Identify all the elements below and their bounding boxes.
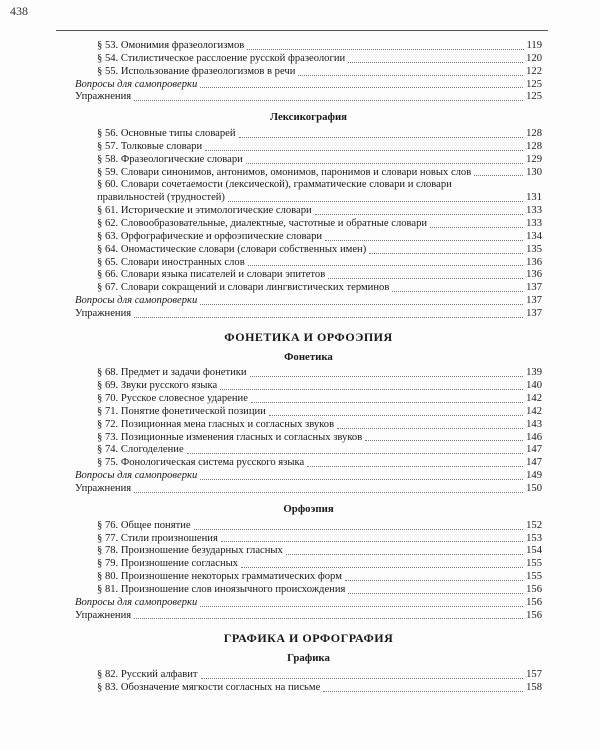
dot-leader (345, 580, 523, 581)
toc-entry-title: § 60. Словари сочетаемости (лексической), грамматические словари и словари (97, 179, 452, 191)
page-number: 438 (10, 4, 28, 18)
dot-leader (248, 265, 523, 266)
toc-entry-title: § 81. Произношение слов иноязычного происхождения (97, 583, 346, 595)
toc-entry-title: § 64. Ономастические словари (словари собственных имен) (97, 243, 367, 255)
toc-entry-page: 149 (526, 470, 542, 482)
dot-leader (328, 278, 523, 279)
toc-entry (75, 257, 542, 270)
dot-leader (337, 428, 523, 429)
toc-entry (75, 218, 542, 231)
dot-leader (228, 201, 523, 202)
toc-entry-page: 133 (526, 217, 542, 229)
toc-section (75, 331, 542, 496)
dot-leader (134, 618, 523, 619)
toc-questions-entry (75, 470, 542, 483)
toc-entry-page: 155 (526, 558, 542, 570)
toc-entry-page: 146 (526, 431, 542, 443)
toc-section (75, 503, 542, 623)
toc-entry (75, 380, 542, 393)
toc-entry-page: 122 (526, 65, 542, 77)
toc-entry-title: § 82. Русский алфавит (97, 669, 198, 681)
toc-entry-page: 134 (526, 230, 542, 242)
dot-leader (239, 137, 524, 138)
toc-questions-entry (75, 295, 542, 308)
toc-entry-title: § 59. Словари синонимов, антонимов, омонимов, паронимов и словари новых слов (97, 166, 472, 178)
toc-entry-title: § 76. Общее понятие (97, 519, 191, 531)
toc-entry (75, 444, 542, 457)
toc-entry-title: Вопросы для самопроверки (75, 596, 198, 608)
toc-entry-title: § 78. Произношение безударных гласных (97, 545, 283, 557)
toc-section (75, 632, 542, 694)
toc-entry-page: 155 (526, 571, 542, 583)
dot-leader (221, 541, 523, 542)
toc-entry-page: 153 (526, 532, 542, 544)
toc-entry-title: § 83. Обозначение мягкости согласных на письме (97, 681, 321, 693)
dot-leader (269, 415, 523, 416)
dot-leader (200, 304, 523, 305)
subsection-title: Фонетика (284, 350, 333, 363)
toc-entry (75, 393, 542, 406)
toc-entry-page: 139 (526, 367, 542, 379)
dot-leader (251, 402, 523, 403)
toc-entry-page: 133 (526, 205, 542, 217)
toc-entry (75, 167, 542, 180)
toc-entry-title: Упражнения (75, 609, 132, 621)
dot-leader (241, 567, 523, 568)
toc-entry-title-cont: правильностей (трудностей) (97, 192, 225, 204)
toc-entry-page: 137 (526, 282, 542, 294)
dot-leader (369, 253, 523, 254)
toc-entry (75, 520, 542, 533)
toc-exercises-entry (75, 483, 542, 496)
toc-exercises-entry (75, 308, 542, 321)
toc-entry-title: § 68. Предмет и задачи фонетики (97, 367, 247, 379)
toc-entry-page: 125 (526, 78, 542, 90)
toc-entry-page: 143 (526, 418, 542, 430)
toc-entry-title: § 67. Словари сокращений и словари лингвистических терминов (97, 282, 390, 294)
toc-section (75, 111, 542, 321)
toc-entry-page: 120 (526, 52, 542, 64)
toc-entry-title: Вопросы для самопроверки (75, 470, 198, 482)
toc-entry (75, 457, 542, 470)
toc-entry (75, 367, 542, 380)
toc-entry-page: 154 (526, 545, 542, 557)
toc-entry-title: § 69. Звуки русского языка (97, 380, 218, 392)
dot-leader (246, 163, 523, 164)
toc-entry-page: 129 (526, 153, 542, 165)
toc-entry-page: 142 (526, 393, 542, 405)
toc-entry-page: 136 (526, 256, 542, 268)
toc-entry-title: § 63. Орфографические и орфоэпические словари (97, 230, 323, 242)
toc-entry-page: 137 (526, 295, 542, 307)
table-of-contents (75, 40, 542, 695)
part-title: ФОНЕТИКА И ОРФОЭПИЯ (224, 329, 393, 344)
dot-leader (365, 440, 523, 441)
toc-entry-page: 140 (526, 380, 542, 392)
toc-entry-title: § 65. Словари иностранных слов (97, 256, 245, 268)
dot-leader (187, 453, 523, 454)
dot-leader (134, 492, 523, 493)
dot-leader (474, 175, 523, 176)
toc-entry-title: § 79. Произношение согласных (97, 558, 239, 570)
toc-entry-title: Вопросы для самопроверки (75, 78, 198, 90)
toc-entry (75, 231, 542, 244)
dot-leader (220, 389, 523, 390)
subsection-title: Графика (287, 652, 330, 665)
subsection-title: Лексикография (269, 111, 348, 124)
dot-leader (286, 554, 523, 555)
toc-entry-title: Упражнения (75, 307, 132, 319)
toc-entry (75, 53, 542, 66)
subsection-title: Орфоэпия (283, 502, 334, 515)
toc-entry-title: § 57. Толковые словари (97, 140, 203, 152)
toc-entry (75, 128, 542, 141)
dot-leader (200, 87, 523, 88)
toc-entry-page: 158 (526, 681, 542, 693)
toc-entry (75, 545, 542, 558)
toc-entry-page: 130 (526, 166, 542, 178)
toc-entry-page: 147 (526, 457, 542, 469)
toc-exercises-entry (75, 610, 542, 623)
toc-entry-page: 142 (526, 405, 542, 417)
dot-leader (200, 479, 523, 480)
toc-entry-title: § 61. Исторические и этимологические словари (97, 205, 312, 217)
toc-entry-page: 150 (526, 483, 542, 494)
toc-entry-title: § 56. Основные типы словарей (97, 128, 236, 140)
toc-entry (75, 669, 542, 682)
toc-entry-page: 156 (526, 596, 542, 608)
toc-entry (75, 141, 542, 154)
toc-entry-page: 135 (526, 243, 542, 255)
toc-questions-entry (75, 79, 542, 92)
dot-leader (348, 593, 523, 594)
toc-entry (75, 244, 542, 257)
toc-entry-title: § 74. Слогоделение (97, 444, 184, 456)
toc-entry-title: § 55. Использование фразеологизмов в речи (97, 65, 296, 77)
dot-leader (200, 606, 523, 607)
toc-entry (75, 584, 542, 597)
toc-entry-title: § 62. Словообразовательные, диалектные, частотные и обратные словари (97, 217, 428, 229)
toc-entry (75, 154, 542, 167)
toc-entry (75, 40, 542, 53)
dot-leader (205, 150, 523, 151)
toc-entry-page: 128 (526, 140, 542, 152)
toc-entry (75, 432, 542, 445)
toc-entry-page: 156 (526, 609, 542, 621)
toc-entry (75, 269, 542, 282)
dot-leader (348, 62, 523, 63)
toc-entry (75, 66, 542, 79)
dot-leader (392, 291, 523, 292)
toc-entry-title: Вопросы для самопроверки (75, 295, 198, 307)
toc-entry-page: 137 (526, 307, 542, 319)
toc-entry (75, 406, 542, 419)
toc-entry-continuation (97, 192, 542, 205)
toc-entry-page: 128 (526, 128, 542, 140)
toc-entry-page: 125 (526, 91, 542, 103)
dot-leader (247, 49, 523, 50)
toc-entry-page: 147 (526, 444, 542, 456)
toc-entry (75, 571, 542, 584)
dot-leader (134, 100, 523, 101)
toc-entry-title: § 71. Понятие фонетической позиции (97, 405, 266, 417)
dot-leader (134, 317, 523, 318)
toc-entry-title: § 75. Фонологическая система русского языка (97, 457, 305, 469)
toc-section (75, 40, 542, 104)
toc-exercises-entry (75, 91, 542, 104)
dot-leader (250, 376, 524, 377)
toc-entry-title: § 70. Русское словесное ударение (97, 393, 248, 405)
toc-entry (75, 682, 542, 695)
dot-leader (194, 529, 524, 530)
dot-leader (298, 75, 523, 76)
toc-entry-page: 152 (526, 519, 542, 531)
toc-entry-page: 119 (526, 40, 542, 51)
toc-entry (75, 282, 542, 295)
toc-entry (75, 558, 542, 571)
toc-entry-title: § 58. Фразеологические словари (97, 153, 243, 165)
toc-entry-title: § 72. Позиционная мена гласных и согласных звуков (97, 418, 335, 430)
toc-questions-entry (75, 597, 542, 610)
dot-leader (325, 240, 523, 241)
toc-entry-page: 157 (526, 669, 542, 681)
toc-entry (75, 533, 542, 546)
toc-entry-page: 136 (526, 269, 542, 281)
toc-entry-page: 156 (526, 583, 542, 595)
toc-entry-title: § 77. Стили произношения (97, 532, 218, 544)
toc-entry (75, 179, 542, 205)
toc-entry-title: § 73. Позиционные изменения гласных и согласных звуков (97, 431, 363, 443)
toc-entry-title: § 66. Словари языка писателей и словари эпитетов (97, 269, 326, 281)
dot-leader (307, 466, 523, 467)
header-rule (56, 30, 548, 31)
toc-entry-title: § 54. Стилистическое расслоение русской фразеологии (97, 52, 346, 64)
toc-entry-page: 131 (526, 192, 542, 204)
dot-leader (201, 678, 524, 679)
toc-entry-title: Упражнения (75, 91, 132, 103)
toc-entry-title: Упражнения (75, 483, 132, 494)
toc-entry (75, 205, 542, 218)
toc-entry-title: § 53. Омонимия фразеологизмов (97, 40, 245, 51)
toc-entry-title: § 80. Произношение некоторых грамматических форм (97, 571, 342, 583)
toc-entry (75, 419, 542, 432)
dot-leader (323, 691, 523, 692)
part-title: ГРАФИКА И ОРФОГРАФИЯ (223, 631, 394, 646)
dot-leader (430, 227, 523, 228)
dot-leader (315, 214, 523, 215)
